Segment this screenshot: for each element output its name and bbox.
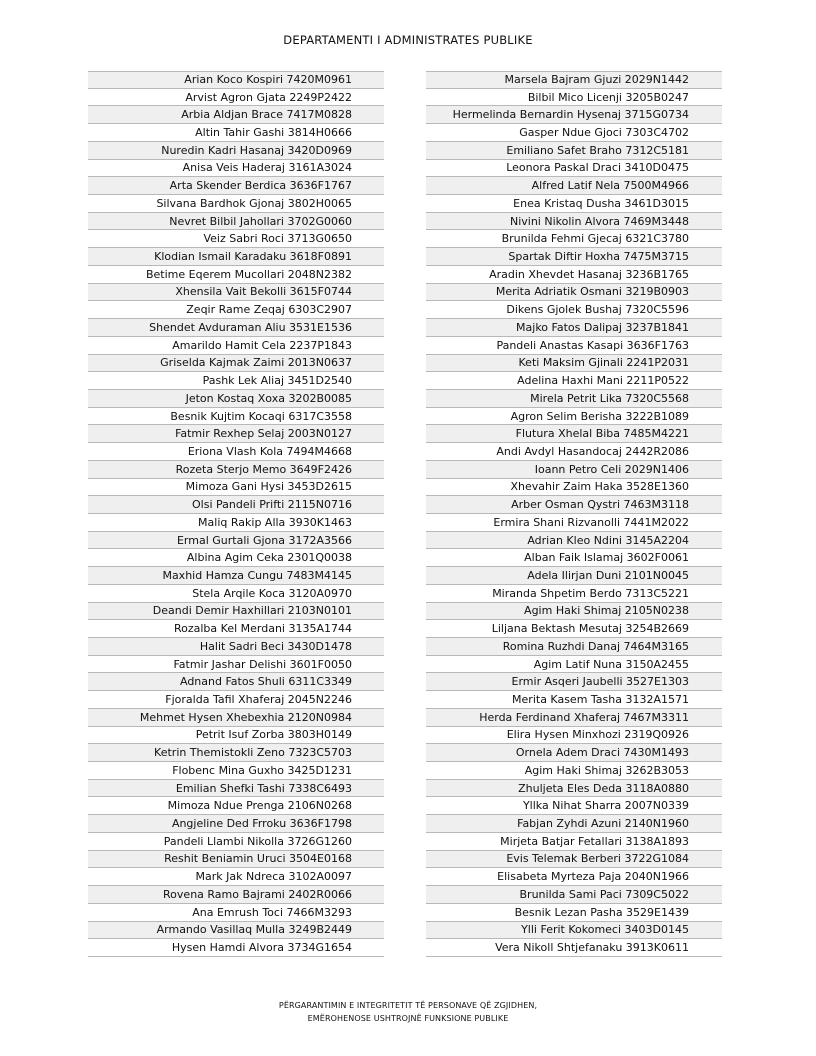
- list-item: Nevret Bilbil Jahollari 3702G0060: [88, 213, 384, 231]
- list-item: Klodian Ismail Karadaku 3618F0891: [88, 248, 384, 266]
- footer-line-2: EMËROHENOSE USHTROJNË FUNKSIONE PUBLIKE: [307, 1014, 509, 1023]
- list-item: Spartak Diftir Hoxha 7475M3715: [426, 248, 722, 266]
- list-item: Adelina Haxhi Mani 2211P0522: [426, 372, 722, 390]
- list-item: Miranda Shpetim Berdo 7313C5221: [426, 585, 722, 603]
- list-item: Ana Emrush Toci 7466M3293: [88, 904, 384, 922]
- list-item: Eriona Vlash Kola 7494M4668: [88, 443, 384, 461]
- list-item: Hermelinda Bernardin Hysenaj 3715G0734: [426, 106, 722, 124]
- list-item: Emiliano Safet Braho 7312C5181: [426, 142, 722, 160]
- list-item: Arian Koco Kospiri 7420M0961: [88, 71, 384, 89]
- footer: [0, 999, 816, 1025]
- list-item: Aradin Xhevdet Hasanaj 3236B1765: [426, 266, 722, 284]
- list-item: Arbia Aldjan Brace 7417M0828: [88, 106, 384, 124]
- list-item: Zeqir Rame Zeqaj 6303C2907: [88, 301, 384, 319]
- list-item: Pashk Lek Aliaj 3451D2540: [88, 372, 384, 390]
- list-item: Arta Skender Berdica 3636F1767: [88, 177, 384, 195]
- list-item: Deandi Demir Haxhillari 2103N0101: [88, 603, 384, 621]
- list-item: Shendet Avduraman Aliu 3531E1536: [88, 319, 384, 337]
- list-item: Reshit Beniamin Uruci 3504E0168: [88, 851, 384, 869]
- list-item: Altin Tahir Gashi 3814H0666: [88, 124, 384, 142]
- list-item: Xhensila Vait Bekolli 3615F0744: [88, 284, 384, 302]
- list-item: Ermir Asqeri Jaubelli 3527E1303: [426, 673, 722, 691]
- list-item: Dikens Gjolek Bushaj 7320C5596: [426, 301, 722, 319]
- list-item: Liljana Bektash Mesutaj 3254B2669: [426, 620, 722, 638]
- page-title: DEPARTAMENTI I ADMINISTRATES PUBLIKE: [283, 33, 533, 47]
- list-item: Elisabeta Myrteza Paja 2040N1966: [426, 868, 722, 886]
- list-item: Petrit Isuf Zorba 3803H0149: [88, 727, 384, 745]
- list-item: Ketrin Themistokli Zeno 7323C5703: [88, 744, 384, 762]
- list-item: Flobenc Mina Guxho 3425D1231: [88, 762, 384, 780]
- list-item: Hysen Hamdi Alvora 3734G1654: [88, 939, 384, 957]
- list-item: Ornela Adem Draci 7430M1493: [426, 744, 722, 762]
- list-item: Elira Hysen Minxhozi 2319Q0926: [426, 727, 722, 745]
- list-item: Amarildo Hamit Cela 2237P1843: [88, 337, 384, 355]
- list-item: Keti Maksim Gjinali 2241P2031: [426, 355, 722, 373]
- list-item: Vera Nikoll Shtjefanaku 3913K0611: [426, 939, 722, 957]
- list-item: Arvist Agron Gjata 2249P2422: [88, 89, 384, 107]
- list-item: Mehmet Hysen Xhebexhia 2120N0984: [88, 709, 384, 727]
- list-item: Albina Agim Ceka 2301Q0038: [88, 549, 384, 567]
- list-item: Ylli Ferit Kokomeci 3403D0145: [426, 922, 722, 940]
- list-item: Ermira Shani Rizvanolli 7441M2022: [426, 514, 722, 532]
- list-item: Pandeli Llambi Nikolla 3726G1260: [88, 833, 384, 851]
- list-item: Marsela Bajram Gjuzi 2029N1442: [426, 71, 722, 89]
- list-item: Zhuljeta Eles Deda 3118A0880: [426, 780, 722, 798]
- list-item: Mirela Petrit Lika 7320C5568: [426, 390, 722, 408]
- list-item: Agim Haki Shimaj 2105N0238: [426, 603, 722, 621]
- list-item: Herda Ferdinand Xhaferaj 7467M3311: [426, 709, 722, 727]
- list-item: Gasper Ndue Gjoci 7303C4702: [426, 124, 722, 142]
- list-item: Brunilda Sami Paci 7309C5022: [426, 886, 722, 904]
- list-item: Betime Eqerem Mucollari 2048N2382: [88, 266, 384, 284]
- list-item: Leonora Paskal Draci 3410D0475: [426, 160, 722, 178]
- list-item: Emilian Shefki Tashi 7338C6493: [88, 780, 384, 798]
- list-item: Ioann Petro Celi 2029N1406: [426, 461, 722, 479]
- list-item: Enea Kristaq Dusha 3461D3015: [426, 195, 722, 213]
- list-item: Agim Haki Shimaj 3262B3053: [426, 762, 722, 780]
- list-item: Adrian Kleo Ndini 3145A2204: [426, 532, 722, 550]
- list-item: Xhevahir Zaim Haka 3528E1360: [426, 479, 722, 497]
- list-item: Evis Telemak Berberi 3722G1084: [426, 851, 722, 869]
- list-item: Besnik Kujtim Kocaqi 6317C3558: [88, 408, 384, 426]
- list-item: Majko Fatos Dalipaj 3237B1841: [426, 319, 722, 337]
- list-item: Agron Selim Berisha 3222B1089: [426, 408, 722, 426]
- list-item: Mimoza Gani Hysi 3453D2615: [88, 479, 384, 497]
- list-item: Olsi Pandeli Prifti 2115N0716: [88, 496, 384, 514]
- list-item: Rovena Ramo Bajrami 2402R0066: [88, 886, 384, 904]
- list-item: Merita Adriatik Osmani 3219B0903: [426, 284, 722, 302]
- list-item: Fatmir Jashar Delishi 3601F0050: [88, 656, 384, 674]
- list-item: Rozeta Sterjo Memo 3649F2426: [88, 461, 384, 479]
- right-name-list: [426, 71, 722, 957]
- list-item: Romina Ruzhdi Danaj 7464M3165: [426, 638, 722, 656]
- list-item: Nuredin Kadri Hasanaj 3420D0969: [88, 142, 384, 160]
- list-item: Besnik Lezan Pasha 3529E1439: [426, 904, 722, 922]
- list-item: Bilbil Mico Licenji 3205B0247: [426, 89, 722, 107]
- list-item: Griselda Kajmak Zaimi 2013N0637: [88, 355, 384, 373]
- list-item: Stela Arqile Koca 3120A0970: [88, 585, 384, 603]
- list-item: Arber Osman Qystri 7463M3118: [426, 496, 722, 514]
- list-item: Agim Latif Nuna 3150A2455: [426, 656, 722, 674]
- list-item: Armando Vasillaq Mulla 3249B2449: [88, 922, 384, 940]
- list-item: Adela Ilirjan Duni 2101N0045: [426, 567, 722, 585]
- list-item: Fabjan Zyhdi Azuni 2140N1960: [426, 815, 722, 833]
- list-item: Andi Avdyl Hasandocaj 2442R2086: [426, 443, 722, 461]
- list-item: Halit Sadri Beci 3430D1478: [88, 638, 384, 656]
- footer-line-1: PËRGARANTIMIN E INTEGRITETIT TË PERSONAVE QË ZGJIDHEN,: [278, 1001, 538, 1010]
- list-item: Ermal Gurtali Gjona 3172A3566: [88, 532, 384, 550]
- list-item: Mimoza Ndue Prenga 2106N0268: [88, 797, 384, 815]
- list-item: Adnand Fatos Shuli 6311C3349: [88, 673, 384, 691]
- list-item: Merita Kasem Tasha 3132A1571: [426, 691, 722, 709]
- list-item: Mirjeta Batjar Fetallari 3138A1893: [426, 833, 722, 851]
- list-item: Brunilda Fehmi Gjecaj 6321C3780: [426, 230, 722, 248]
- list-item: Jeton Kostaq Xoxa 3202B0085: [88, 390, 384, 408]
- list-item: Yllka Nihat Sharra 2007N0339: [426, 797, 722, 815]
- list-item: Veiz Sabri Roci 3713G0650: [88, 230, 384, 248]
- list-item: Maxhid Hamza Cungu 7483M4145: [88, 567, 384, 585]
- list-item: Flutura Xhelal Biba 7485M4221: [426, 425, 722, 443]
- list-item: Nivini Nikolin Alvora 7469M3448: [426, 213, 722, 231]
- list-item: Fatmir Rexhep Selaj 2003N0127: [88, 425, 384, 443]
- list-item: Rozalba Kel Merdani 3135A1744: [88, 620, 384, 638]
- list-item: Maliq Rakip Alla 3930K1463: [88, 514, 384, 532]
- list-item: Alfred Latif Nela 7500M4966: [426, 177, 722, 195]
- list-item: Fjoralda Tafil Xhaferaj 2045N2246: [88, 691, 384, 709]
- left-name-list: [88, 71, 384, 957]
- list-item: Silvana Bardhok Gjonaj 3802H0065: [88, 195, 384, 213]
- list-item: Alban Faik Islamaj 3602F0061: [426, 549, 722, 567]
- list-item: Mark Jak Ndreca 3102A0097: [88, 868, 384, 886]
- list-item: Anisa Veis Haderaj 3161A3024: [88, 160, 384, 178]
- list-item: Angjeline Ded Frroku 3636F1798: [88, 815, 384, 833]
- list-item: Pandeli Anastas Kasapi 3636F1763: [426, 337, 722, 355]
